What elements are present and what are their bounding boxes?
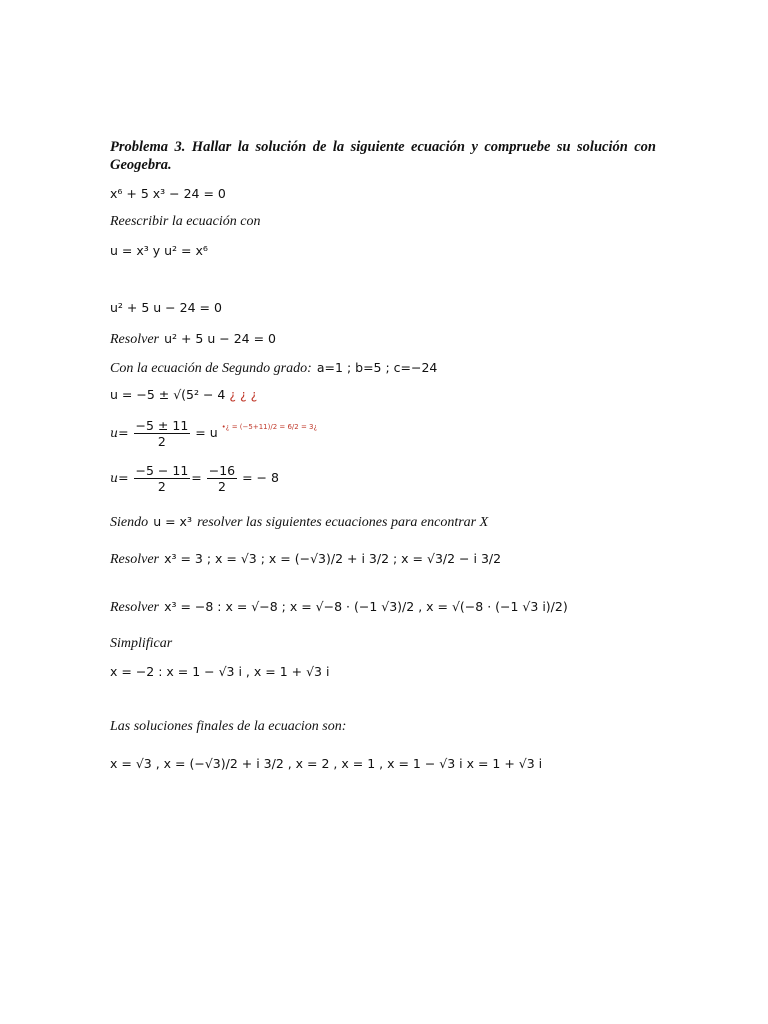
siendo-rest: resolver las siguientes ecuaciones para encontrar X [197,515,489,530]
step3-fraction-1 [134,463,191,494]
final-label: Las soluciones finales de la ecuacion son: [110,719,347,734]
quadratic-step-2: u= $\frac{-5 \pm 11}{2}$ = u $^{•¿ = (-5+11)/2 = 6/2 = 3¿}$ [110,418,318,449]
simplified-equation: x = −2 : x = 1 − √3 i , x = 1 + √3 i [110,664,330,679]
step2-fraction [134,418,191,449]
step3-result: = − 8 [242,470,279,485]
substitution-equation: u = x³ y u² = x⁶ [110,243,208,258]
step3-numerator-1: −5 − 11 [135,463,189,478]
rewrite-label: Reescribir la ecuación con [110,214,261,229]
resolver-equation: u² + 5 u − 24 = 0 [164,331,276,346]
step1-artifact: ¿ ¿ ¿ [229,387,258,402]
resolver-2-line [110,596,568,616]
resolver-1-label: Resolver [110,552,159,567]
resolver-2-label: Resolver [110,600,159,615]
step3-denominator-2: 2 [217,479,226,494]
resolver-label: Resolver [110,332,159,347]
quadratic-step-1 [110,387,257,402]
equation-in-u: u² + 5 u − 24 = 0 [110,300,222,315]
step3-numerator-2: −16 [208,463,236,478]
step2-artifact: •¿ = (−5+11)/2 = 6/2 = 3¿ [221,423,318,431]
siendo-equation: u = x³ [153,514,192,529]
resolver-1-equation: x³ = 3 ; x = √3 ; x = (−√3)/2 + i 3/2 ; x = √3/2 − i 3/2 [164,551,502,566]
quadratic-label: Con la ecuación de Segundo grado: [110,361,312,376]
resolver-1-line [110,548,501,568]
quadratic-step-3: u= $\frac{-5 - 11}{2}$ = $\frac{-16}{2}$ = − 8 [110,463,279,494]
quadratic-line [110,357,437,377]
simplify-label: Simplificar [110,636,173,651]
step1-expression: u = −5 ± √(5² − 4 [110,387,226,402]
coefficients: a=1 ; b=5 ; c=−24 [316,360,438,375]
step2-denominator: 2 [157,434,166,449]
equation-original: x⁶ + 5 x³ − 24 = 0 [110,186,226,201]
siendo-label: Siendo [110,515,149,530]
step3-fraction-2 [207,463,237,494]
problem-title: Problema 3. Hallar la solución de la siguiente ecuación y compruebe su solución con Geogebra. [110,139,656,173]
step2-tail: = u [195,425,218,440]
step3-denominator-1: 2 [157,479,166,494]
resolver-2-equation: x³ = −8 : x = √−8 ; x = √−8 · (−1 √3)/2 , x = √(−8 · (−1 √3 i)/2) [164,599,568,614]
step2-numerator: −5 ± 11 [135,418,189,433]
resolver-line [110,328,276,348]
siendo-line [110,511,488,531]
final-solutions: x = √3 , x = (−√3)/2 + i 3/2 , x = 2 , x = 1 , x = 1 − √3 i x = 1 + √3 i [110,756,543,771]
